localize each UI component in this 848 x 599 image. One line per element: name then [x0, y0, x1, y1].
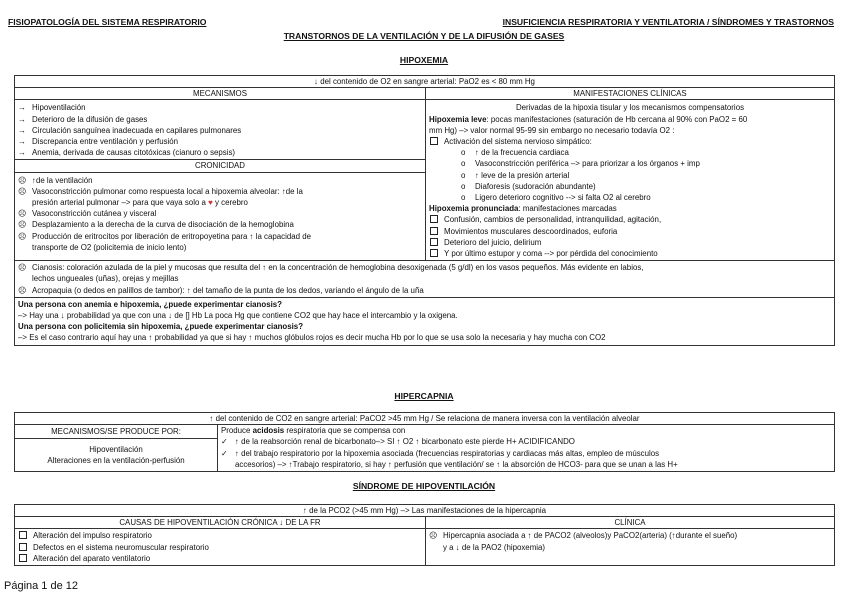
page-number: Página 1 de 12: [4, 580, 79, 592]
manifestaciones-header: MANIFESTACIONES CLÍNICAS: [426, 88, 835, 100]
arrow-icon: →: [18, 137, 26, 147]
hipercapnia-compensacion: [218, 425, 835, 472]
mecanismos-cell: [15, 100, 426, 261]
checkbox-bullet-icon: [19, 554, 27, 562]
frown-bullet-icon: ☹: [18, 220, 27, 230]
mecanismos-header: MECANISMOS: [15, 88, 426, 100]
frown-bullet-icon: ☹: [18, 175, 27, 185]
hipoventilacion-table: [14, 504, 835, 566]
causa-item: Alteración del aparato ventilatorio: [18, 553, 422, 564]
simpatico-subitem: o ↑ de la frecuencia cardiaca: [461, 148, 569, 158]
pronunciada-item: Confusión, cambios de personalidad, intranquilidad, agitación,: [429, 214, 831, 225]
manifestaciones-intro: Derivadas de la hipoxia tisular y los mecanismos compensatorios: [515, 103, 745, 113]
arrow-icon: →: [18, 125, 26, 135]
clinica-header: CLÍNICA: [426, 517, 835, 529]
compensacion-item-cont: accesorios) –> ↑Trabajo respiratorio, si hay ↑ perfusión que ventilación/ se ↑ la absorción de HCO3- para que se unan a las H+: [235, 459, 678, 469]
circle-bullet-icon: o: [461, 193, 466, 203]
hipercapnia-table: [14, 412, 835, 472]
question-2: Una persona con policitemia sin hipoxemia, ¿puede experimentar cianosis?: [18, 322, 304, 332]
answer-1: –> Hay una ↓ probabilidad ya que con una ↓ de [] Hb La poca Hg que contiene CO2 que hay hace el intercambio y la oxigena.: [18, 311, 458, 321]
simpatico-subitem: o Diaforesis (sudoración abundante): [461, 181, 596, 191]
frown-bullet-icon: ☹: [18, 285, 27, 295]
checkbox-bullet-icon: [19, 531, 27, 539]
hipoxemia-pronunciada: Hipoxemia pronunciada: manifestaciones marcadas: [429, 204, 617, 214]
mecanismo-item: → Deterioro de la difusión de gases: [18, 114, 148, 124]
causa-item: Alteración del impulso respiratorio: [18, 530, 422, 541]
frown-bullet-icon: ☹: [18, 209, 27, 219]
causas-cell: [15, 529, 426, 566]
cianosis-row: [15, 261, 835, 298]
section-title-hipoxemia: HIPOXEMIA: [399, 55, 449, 65]
causa-item: Defectos en el sistema neuromuscular respiratorio: [18, 542, 422, 553]
cronicidad-item-cont: transporte de O2 (policitemia de inicio lento): [32, 242, 187, 252]
simpatico-item: Activación del sistema nervioso simpático:: [429, 136, 831, 147]
document-subtitle: TRANSTORNOS DE LA VENTILACIÓN Y DE LA DIFUSIÓN DE GASES: [283, 31, 565, 41]
pronunciada-item: Deterioro del juicio, delirium: [429, 237, 831, 248]
hipoxemia-table: [14, 75, 835, 346]
cronicidad-item: ☹ Vasoconstricción cutánea y visceral: [18, 209, 157, 219]
acropaquia-item: ☹ Acropaquia (o dedos en palillos de tambor): ↑ del tamaño de la punta de los dedos, variando el ángulo de la uña: [18, 285, 424, 295]
cronicidad-item: ☹ Desplazamiento a la derecha de la curva de disociación de la hemoglobina: [18, 220, 294, 230]
hipercapnia-mecanismos: [15, 438, 218, 471]
simpatico-subitem: o Vasoconstricción periférica –> para priorizar a los órganos + imp: [461, 159, 700, 169]
frown-bullet-icon: ☹: [18, 263, 27, 273]
checkbox-bullet-icon: [430, 227, 438, 235]
manifestaciones-cell: [426, 100, 835, 261]
hipoxemia-leve: Hipoxemia leve: pocas manifestaciones (saturación de Hb cercana al 90% con PaO2 = 60: [429, 114, 748, 124]
cronicidad-item: ☹ Vasoconstricción pulmonar como respuesta local a hipoxemia alveolar: ↑de la: [18, 186, 303, 196]
circle-bullet-icon: o: [461, 181, 466, 191]
preguntas-row: [15, 297, 835, 345]
arrow-icon: →: [18, 148, 26, 158]
circle-bullet-icon: o: [461, 159, 466, 169]
frown-bullet-icon: ☹: [18, 231, 27, 241]
arrow-icon: →: [18, 114, 26, 124]
question-1: Una persona con anemia e hipoxemia, ¿puede experimentar cianosis?: [18, 299, 282, 309]
cianosis-item: ☹ Cianosis: coloración azulada de la piel y mucosas que resulta del ↑ en la concentración de hemoglobina desoxigenada (5 g/dl) en los vasos pequeños. Más evidente en labios,: [18, 263, 644, 273]
cronicidad-item: ☹ ↑de la ventilación: [18, 175, 93, 185]
hipercapnia-definition: ↑ del contenido de CO2 en sangre arterial: PaCO2 >45 mm Hg / Se relaciona de manera inversa con la ventilación alveolar: [15, 413, 835, 425]
pronunciada-item: Movimientos musculares descoordinados, euforia: [429, 226, 831, 237]
pronunciada-item: Y por último estupor y coma --> por pérdida del conocimiento: [429, 248, 831, 259]
mecanismo-item: → Anemia, derivada de causas citotóxicas (cianuro o sepsis): [18, 148, 236, 158]
frown-bullet-icon: ☹: [18, 186, 27, 196]
cronicidad-item-cont: presión arterial pulmonar –> para que vaya solo a ♥ y cerebro: [32, 198, 248, 208]
circle-bullet-icon: o: [461, 170, 466, 180]
simpatico-subitem: o Ligero deterioro cognitivo --> si falta O2 al cerebro: [461, 193, 651, 203]
hipoxemia-definition: ↓ del contenido de O2 en sangre arterial: PaO2 es < 80 mm Hg: [15, 76, 835, 88]
heart-icon: ♥: [208, 198, 213, 208]
causas-header: CAUSAS DE HIPOVENTILACIÓN CRÓNICA ↓ DE LA FR: [15, 517, 426, 529]
check-bullet-icon: ✓: [221, 448, 228, 458]
document-header-right: INSUFICIENCIA RESPIRATORIA Y VENTILATORIA / SÍNDROMES Y TRASTORNOS: [502, 17, 834, 27]
checkbox-bullet-icon: [430, 249, 438, 257]
circle-bullet-icon: o: [461, 148, 466, 158]
checkbox-bullet-icon: [430, 215, 438, 223]
hipoventilacion-definition: ↑ de la PCO2 (>45 mm Hg) –> Las manifestaciones de la hipercapnia: [15, 505, 835, 517]
checkbox-bullet-icon: [430, 238, 438, 246]
clinica-cell: [426, 529, 835, 566]
mecanismo-hipoventilacion: Hipoventilación: [89, 444, 143, 454]
cianosis-item-cont: lechos ungueales (uñas), orejas y mejillas: [32, 274, 179, 284]
produce-acidosis: Produce acidosis respiratoria que se compensa con: [221, 426, 406, 436]
section-title-hipoventilacion: SÍNDROME DE HIPOVENTILACIÓN: [352, 481, 496, 491]
mecanismo-item: → Hipoventilación: [18, 103, 86, 113]
frown-bullet-icon: ☹: [429, 531, 438, 541]
mecanismo-ventilacion-perfusion: Alteraciones en la ventilación-perfusión: [47, 455, 185, 465]
section-title-hipercapnia: HIPERCAPNIA: [394, 391, 454, 401]
checkbox-bullet-icon: [19, 543, 27, 551]
document-header-left: FISIOPATOLOGÍA DEL SISTEMA RESPIRATORIO: [8, 17, 207, 27]
checkbox-bullet-icon: [430, 137, 438, 145]
compensacion-item: ✓ ↑ de la reabsorción renal de bicarbonato–> SI ↑ O2 ↑ bicarbonato este pierde H+ ACIDIFICANDO: [221, 437, 575, 447]
mecanismo-item: → Circulación sanguínea inadecuada en capilares pulmonares: [18, 125, 242, 135]
arrow-icon: →: [18, 103, 26, 113]
cronicidad-item: ☹ Producción de eritrocitos por liberación de eritropoyetina para ↑ la capacidad de: [18, 231, 311, 241]
hipoxemia-leve-cont: mm Hg) –> valor normal 95-99 sin embargo no necesario todavía O2 :: [429, 125, 675, 135]
answer-2: –> Es el caso contrario aquí hay una ↑ probabilidad ya que si hay ↑ muchos glóbulos rojos es decir mucha Hb por lo que se usa solo la necesaria y hay mucha con CO2: [18, 333, 606, 343]
cronicidad-header: CRONICIDAD: [15, 159, 425, 172]
mecanismo-item: → Discrepancia entre ventilación y perfusión: [18, 137, 179, 147]
cronicidad-list: [15, 173, 425, 254]
clinica-item: ☹ Hipercapnia asociada a ↑ de PACO2 (alveolos)y PaCO2(arteria) (↑durante el sueño): [429, 531, 738, 541]
hipercapnia-mecanismos-header: MECANISMOS/SE PRODUCE POR:: [15, 425, 218, 439]
mecanismos-list: [15, 100, 425, 159]
compensacion-item: ✓ ↑ del trabajo respiratorio por la hipoxemia asociada (frecuencias respiratorias y cardiacas más altas, empleo de músculos: [221, 448, 660, 458]
simpatico-subitem: o ↑ leve de la presión arterial: [461, 170, 570, 180]
clinica-item-cont: y a ↓ de la PAO2 (hipoxemia): [443, 542, 546, 552]
check-bullet-icon: ✓: [221, 437, 228, 447]
